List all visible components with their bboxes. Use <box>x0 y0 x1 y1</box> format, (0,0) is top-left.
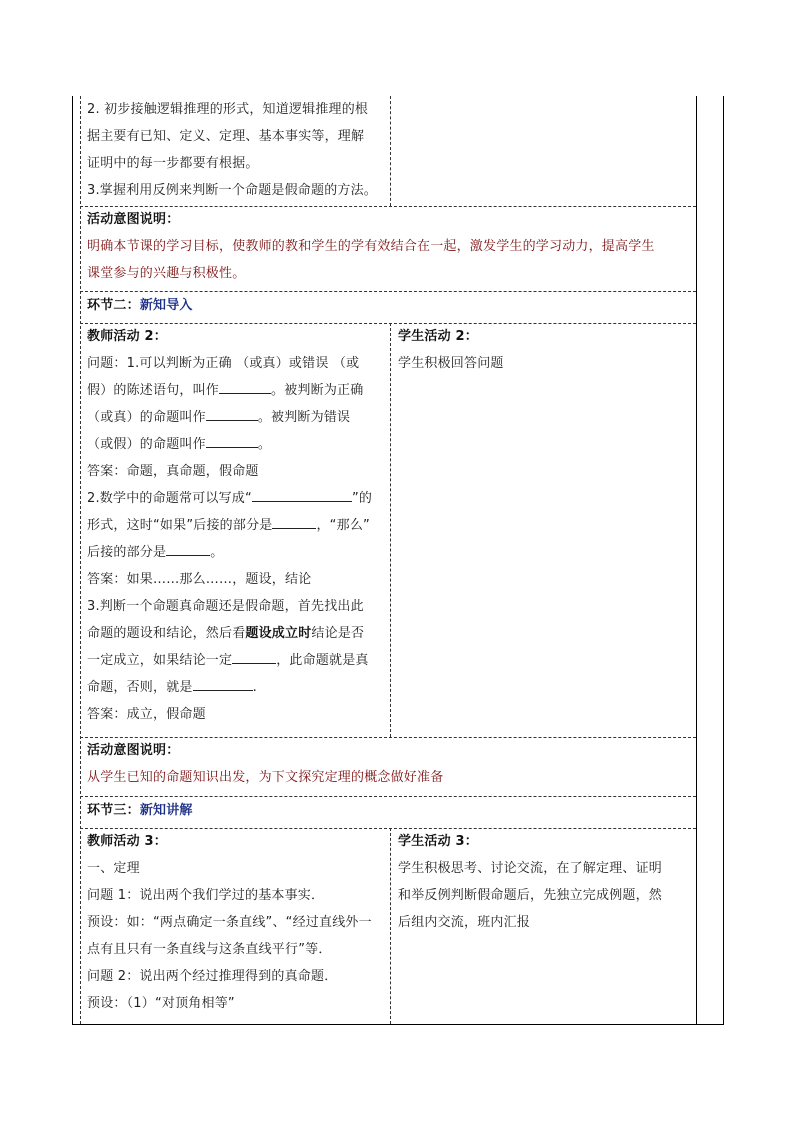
intent-block-2 <box>87 737 693 791</box>
question-text: （或真）的命题叫作 <box>87 410 206 425</box>
intent-heading: 活动意图说明： <box>87 743 180 758</box>
column-divider-top <box>390 96 391 206</box>
teacher-line: 问题 1：说出两个我们学过的基本事实． <box>87 888 325 903</box>
teacher-activity-2 <box>87 323 387 728</box>
question-text: 。被判断为错误 <box>257 410 351 425</box>
student-text-line: 学生积极思考、讨论交流，在了解定理、证明 <box>398 861 663 876</box>
question-text: （或假）的命题叫作 <box>87 437 206 452</box>
intent-text-line: 从学生已知的命题知识出发，为下文探究定理的概念做好准备 <box>87 770 444 785</box>
question-text: ，“那么” <box>316 518 370 533</box>
teacher-heading: 教师活动 2： <box>87 329 167 344</box>
answer-line: 答案：如果……那么……，题设，结论 <box>87 572 312 587</box>
student-text-line: 后组内交流，班内汇报 <box>398 915 531 930</box>
stage-2-header <box>87 292 193 319</box>
question-text: ，此命题就是真 <box>276 653 369 668</box>
question-text: 假）的陈述语句，叫作 <box>87 383 220 398</box>
teacher-line: 点有且只有一条直线与这条直线平行”等． <box>87 942 332 957</box>
answer-line: 答案：命题，真命题，假命题 <box>87 464 259 479</box>
question-text: 2.数学中的命题常可以写成“ <box>87 491 252 506</box>
question-text: ”的 <box>351 491 373 506</box>
objectives-line: 据主要有已知、定义、定理、基本事实等，理解 <box>87 129 365 144</box>
teacher-activity-3 <box>87 828 387 1017</box>
student-activity-2 <box>398 323 692 377</box>
objectives-line: 3.掌握利用反例来判断一个命题是假命题的方法。 <box>87 183 378 198</box>
stage-3-header <box>87 797 193 824</box>
intent-block-1 <box>87 206 693 287</box>
column-divider-stage3 <box>390 828 391 1024</box>
left-dash-border <box>80 96 81 1024</box>
question-text: 。 <box>257 437 272 452</box>
student-text: 学生积极回答问题 <box>398 356 504 371</box>
question-text: 一定成立，如果结论一定 <box>87 653 233 668</box>
stage-title: 新知导入 <box>139 298 193 313</box>
answer-blank <box>252 486 352 502</box>
stage-title: 新知讲解 <box>139 803 193 818</box>
answer-blank <box>166 540 210 556</box>
intent-text-line: 课堂参与的兴趣与积极性。 <box>87 266 246 281</box>
question-text: . <box>252 680 257 695</box>
teacher-line: 一、定理 <box>87 861 140 876</box>
question-text: 命题，否则，就是 <box>87 680 193 695</box>
teacher-line: 问题 2：说出两个经过推理得到的真命题． <box>87 969 338 984</box>
student-text-line: 和举反例判断假命题后，先独立完成例题，然 <box>398 888 663 903</box>
answer-blank <box>206 432 258 448</box>
teacher-line: 预设：（1）“对顶角相等” <box>87 996 235 1011</box>
answer-blank <box>219 378 271 394</box>
answer-blank <box>232 648 276 664</box>
student-heading: 学生活动 2： <box>398 329 478 344</box>
side-column-border <box>696 96 697 1024</box>
emphasis-text: 题设成立时 <box>245 626 312 641</box>
question-text: 命题的题设和结论，然后看 <box>87 626 246 641</box>
answer-blank <box>272 513 316 529</box>
stage-prefix: 环节二： <box>87 298 140 313</box>
answer-blank <box>206 405 258 421</box>
question-text: 。 <box>210 545 224 560</box>
answer-line: 答案：成立，假命题 <box>87 707 206 722</box>
student-activity-3 <box>398 828 692 936</box>
answer-blank <box>193 675 253 691</box>
question-line: 问题：1.可以判断为正确 （或真）或错误 （或 <box>87 356 360 371</box>
objectives-line: 2. 初步接触逻辑推理的形式，知道逻辑推理的根 <box>87 102 369 117</box>
intent-heading: 活动意图说明： <box>87 212 180 227</box>
objectives-block <box>87 96 387 204</box>
column-divider-stage2 <box>390 323 391 737</box>
intent-text-line: 明确本节课的学习目标，使教师的教和学生的学有效结合在一起，激发学生的学习动力，提高学生 <box>87 239 655 254</box>
objectives-line: 证明中的每一步都要有根据。 <box>87 156 259 171</box>
question-text: 形式，这时“如果”后接的部分是 <box>87 518 273 533</box>
student-heading: 学生活动 3： <box>398 834 478 849</box>
question-text: 。被判断为正确 <box>271 383 364 398</box>
question-text: 结论是否 <box>311 626 365 641</box>
teacher-line: 预设：如：“两点确定一条直线”、“经过直线外一 <box>87 915 372 930</box>
question-text: 后接的部分是 <box>87 545 167 560</box>
stage-prefix: 环节三： <box>87 803 140 818</box>
teacher-heading: 教师活动 3： <box>87 834 167 849</box>
question-line: 3.判断一个命题真命题还是假命题，首先找出此 <box>87 599 364 614</box>
